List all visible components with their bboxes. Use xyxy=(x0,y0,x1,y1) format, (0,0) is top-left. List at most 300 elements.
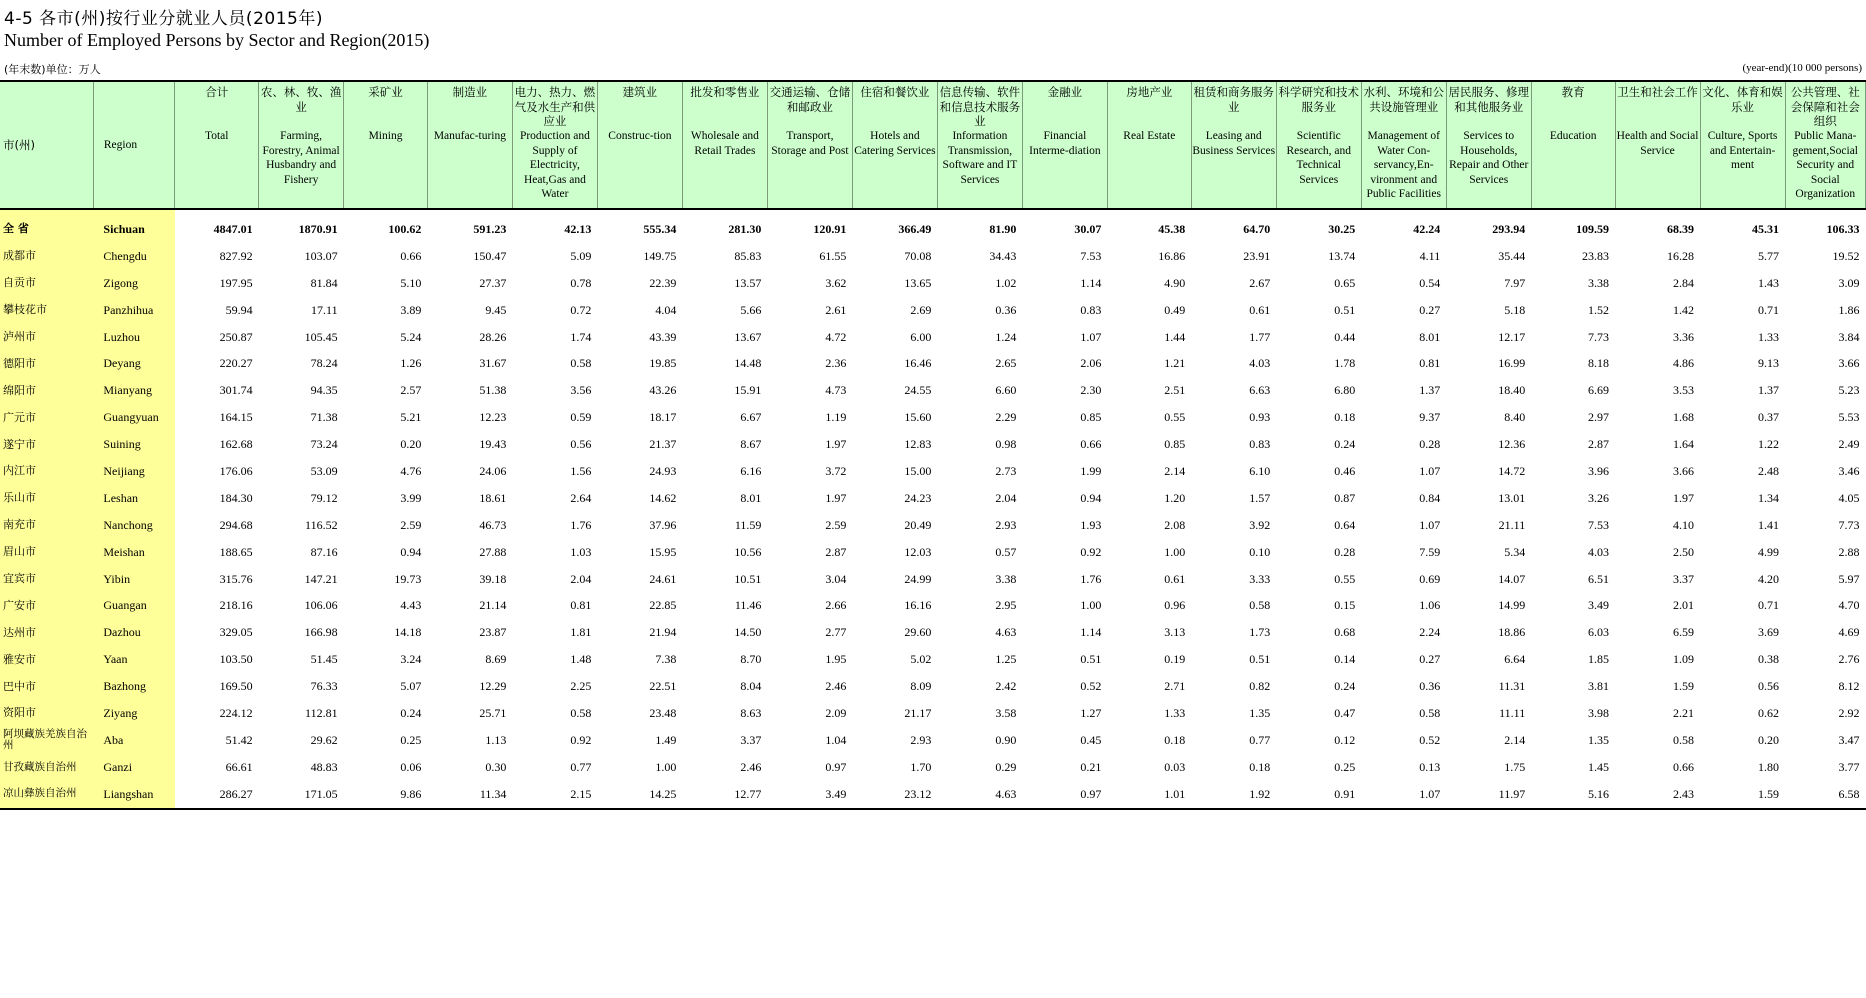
cell-city: 甘孜藏族自治州 xyxy=(0,754,93,781)
cell-value: 171.05 xyxy=(259,781,344,809)
cell-value: 85.83 xyxy=(734,248,762,263)
header-region: Region xyxy=(93,81,174,209)
cell-value: 6.00 xyxy=(910,329,932,344)
cell-value: 2.76 xyxy=(1838,652,1860,667)
cell-region: Meishan xyxy=(93,539,174,566)
cell-value: 6.59 xyxy=(1673,625,1695,640)
cell-value: 18.86 xyxy=(1498,625,1526,640)
cell-value: 0.85 xyxy=(1080,410,1102,425)
unit-label-en: (year-end)(10 000 persons) xyxy=(1742,62,1862,74)
cell-value: 3.37 xyxy=(740,732,762,747)
cell-value: 1.77 xyxy=(1249,329,1271,344)
cell-value: 1.14 xyxy=(1080,275,1102,290)
cell-value: 8.40 xyxy=(1504,410,1526,425)
cell-value: 2.67 xyxy=(1249,275,1271,290)
cell-region: Deyang xyxy=(93,350,174,377)
cell-value: 2.59 xyxy=(825,517,847,532)
cell-value: 51.45 xyxy=(310,652,338,667)
cell-value: 29.60 xyxy=(904,625,932,640)
cell-value: 147.21 xyxy=(304,571,338,586)
cell-region: Guangyuan xyxy=(93,404,174,431)
cell-value: 1.07 xyxy=(1419,463,1441,478)
table-row xyxy=(0,539,1866,566)
cell-value: 13.65 xyxy=(904,275,932,290)
cell-value: 0.61 xyxy=(1249,302,1271,317)
cell-value: 0.94 xyxy=(1080,490,1102,505)
cell-value: 8.63 xyxy=(740,705,762,720)
table-row xyxy=(0,243,1866,270)
cell-value: 0.82 xyxy=(1249,679,1271,694)
table-row xyxy=(0,700,1866,727)
cell-value: 1.45 xyxy=(1588,759,1610,774)
cell-value: 6.10 xyxy=(1249,463,1271,478)
header-col-cn: 制造业 xyxy=(452,85,488,99)
cell-value: 1.93 xyxy=(1080,517,1102,532)
cell-value: 6.03 xyxy=(1588,625,1610,640)
cell-value: 0.92 xyxy=(570,732,592,747)
cell-value: 0.94 xyxy=(400,544,422,559)
cell-value: 0.27 xyxy=(1419,652,1441,667)
cell-value: 0.06 xyxy=(400,759,422,774)
cell-value: 45.38 xyxy=(1158,221,1186,236)
cell-value: 5.66 xyxy=(740,302,762,317)
cell-value: 31.67 xyxy=(479,356,507,371)
cell-value: 112.81 xyxy=(305,705,338,720)
cell-value: 1.20 xyxy=(1164,490,1186,505)
cell-value: 0.97 xyxy=(1022,781,1107,809)
cell-value: 14.07 xyxy=(1498,571,1526,586)
cell-city: 广安市 xyxy=(0,592,93,619)
cell-value: 24.23 xyxy=(904,490,932,505)
cell-value: 1.80 xyxy=(1758,759,1780,774)
cell-value: 4.04 xyxy=(655,302,677,317)
cell-value: 17.11 xyxy=(311,302,338,317)
cell-value: 1.48 xyxy=(570,652,592,667)
cell-value: 0.62 xyxy=(1758,705,1780,720)
cell-value: 3.38 xyxy=(1588,275,1610,290)
cell-value: 2.06 xyxy=(1080,356,1102,371)
cell-value: 5.97 xyxy=(1838,571,1860,586)
cell-value: 2.09 xyxy=(825,705,847,720)
header-col-9 xyxy=(852,81,937,209)
cell-value: 16.16 xyxy=(904,598,932,613)
cell-value: 6.60 xyxy=(995,383,1017,398)
cell-value: 9.37 xyxy=(1419,410,1441,425)
cell-value: 105.45 xyxy=(304,329,338,344)
cell-value: 0.58 xyxy=(570,705,592,720)
table-row xyxy=(0,458,1866,485)
header-col-15 xyxy=(1361,81,1446,209)
cell-value: 3.49 xyxy=(1588,598,1610,613)
cell-value: 14.18 xyxy=(394,625,422,640)
cell-value: 8.69 xyxy=(485,652,507,667)
cell-value: 2.69 xyxy=(910,302,932,317)
cell-value: 4.70 xyxy=(1838,598,1860,613)
cell-value: 1.07 xyxy=(1080,329,1102,344)
header-city: 市(州) xyxy=(0,81,93,209)
cell-city: 南充市 xyxy=(0,512,93,539)
cell-value: 3.84 xyxy=(1838,329,1860,344)
cell-value: 30.07 xyxy=(1074,221,1102,236)
cell-value: 11.34 xyxy=(427,781,512,809)
cell-value: 1.00 xyxy=(655,759,677,774)
cell-value: 23.91 xyxy=(1243,248,1271,263)
cell-value: 2.08 xyxy=(1164,517,1186,532)
cell-value: 2.87 xyxy=(825,544,847,559)
table-row xyxy=(0,297,1866,324)
header-col-4 xyxy=(427,81,512,209)
cell-value: 23.12 xyxy=(852,781,937,809)
cell-value: 4.86 xyxy=(1673,356,1695,371)
cell-value: 0.59 xyxy=(570,410,592,425)
cell-value: 8.04 xyxy=(740,679,762,694)
header-row xyxy=(0,81,1866,209)
cell-value: 42.24 xyxy=(1413,221,1441,236)
cell-value: 87.16 xyxy=(310,544,338,559)
cell-region: Leshan xyxy=(93,485,174,512)
cell-value: 2.66 xyxy=(825,598,847,613)
cell-value: 2.65 xyxy=(995,356,1017,371)
cell-value: 19.43 xyxy=(479,437,507,452)
cell-value: 1.44 xyxy=(1164,329,1186,344)
cell-value: 166.98 xyxy=(304,625,338,640)
cell-value: 6.80 xyxy=(1334,383,1356,398)
cell-value: 0.90 xyxy=(995,732,1017,747)
cell-region: Nanchong xyxy=(93,512,174,539)
cell-value: 3.38 xyxy=(995,571,1017,586)
cell-city: 自贡市 xyxy=(0,270,93,297)
cell-value: 301.74 xyxy=(219,383,253,398)
cell-value: 4.05 xyxy=(1838,490,1860,505)
cell-value: 2.92 xyxy=(1838,705,1860,720)
cell-value: 2.36 xyxy=(825,356,847,371)
table-row xyxy=(0,781,1866,809)
cell-value: 15.95 xyxy=(649,544,677,559)
cell-value: 1.49 xyxy=(655,732,677,747)
cell-value: 3.46 xyxy=(1838,463,1860,478)
header-col-cn: 居民服务、修理和其他服务业 xyxy=(1448,85,1529,114)
cell-value: 24.93 xyxy=(649,463,677,478)
header-col-en: Leasing and Business Services xyxy=(1192,130,1276,157)
cell-value: 2.04 xyxy=(570,571,592,586)
cell-value: 1.34 xyxy=(1758,490,1780,505)
cell-value: 4.69 xyxy=(1838,625,1860,640)
cell-value: 13.01 xyxy=(1498,490,1526,505)
cell-value: 7.73 xyxy=(1588,329,1610,344)
cell-value: 0.37 xyxy=(1758,410,1780,425)
cell-value: 5.34 xyxy=(1504,544,1526,559)
cell-value: 46.73 xyxy=(479,517,507,532)
cell-value: 4.63 xyxy=(937,781,1022,809)
cell-value: 3.49 xyxy=(767,781,852,809)
cell-value: 176.06 xyxy=(219,463,253,478)
cell-value: 0.18 xyxy=(1164,732,1186,747)
header-col-en: Real Estate xyxy=(1123,130,1176,142)
cell-value: 1.57 xyxy=(1249,490,1271,505)
cell-value: 0.19 xyxy=(1164,652,1186,667)
cell-value: 34.43 xyxy=(989,248,1017,263)
cell-value: 103.07 xyxy=(304,248,338,263)
cell-value: 1.14 xyxy=(1080,625,1102,640)
cell-value: 103.50 xyxy=(219,652,253,667)
cell-value: 43.26 xyxy=(649,383,677,398)
cell-value: 5.53 xyxy=(1838,410,1860,425)
cell-value: 48.83 xyxy=(310,759,338,774)
cell-value: 1.73 xyxy=(1249,625,1271,640)
cell-value: 3.04 xyxy=(825,571,847,586)
cell-value: 21.11 xyxy=(1498,517,1526,532)
cell-value: 24.99 xyxy=(904,571,932,586)
cell-value: 6.58 xyxy=(1785,781,1865,809)
cell-value: 22.85 xyxy=(649,598,677,613)
cell-region: Suining xyxy=(93,431,174,458)
header-col-en: Information Transmission, Software and IT Services xyxy=(942,130,1018,186)
cell-value: 1.42 xyxy=(1673,302,1695,317)
cell-value: 8.12 xyxy=(1838,679,1860,694)
header-col-10 xyxy=(937,81,1022,209)
cell-value: 15.91 xyxy=(734,383,762,398)
cell-value: 70.08 xyxy=(904,248,932,263)
cell-value: 6.64 xyxy=(1504,652,1526,667)
cell-value: 7.97 xyxy=(1504,275,1526,290)
header-col-cn: 卫生和社会工作 xyxy=(1617,85,1698,99)
cell-value: 7.59 xyxy=(1419,544,1441,559)
cell-value: 0.81 xyxy=(570,598,592,613)
cell-value: 0.85 xyxy=(1164,437,1186,452)
cell-value: 281.30 xyxy=(728,221,762,236)
cell-value: 4.73 xyxy=(825,383,847,398)
cell-value: 28.26 xyxy=(479,329,507,344)
cell-value: 0.66 xyxy=(400,248,422,263)
cell-value: 2.48 xyxy=(1758,463,1780,478)
table-header xyxy=(0,81,1866,209)
cell-value: 0.61 xyxy=(1164,571,1186,586)
cell-value: 120.91 xyxy=(813,221,847,236)
cell-value: 1.68 xyxy=(1673,410,1695,425)
cell-value: 2.71 xyxy=(1164,679,1186,694)
header-col-cn: 租赁和商务服务业 xyxy=(1193,85,1274,114)
cell-value: 5.02 xyxy=(910,652,932,667)
cell-city: 资阳市 xyxy=(0,700,93,727)
cell-region: Sichuan xyxy=(93,216,174,243)
cell-value: 21.37 xyxy=(649,437,677,452)
cell-value: 1.99 xyxy=(1080,463,1102,478)
header-col-cn: 交通运输、仓储和邮政业 xyxy=(769,85,851,114)
cell-region: Luzhou xyxy=(93,324,174,351)
header-col-cn: 科学研究和技术服务业 xyxy=(1278,85,1359,114)
cell-value: 5.10 xyxy=(400,275,422,290)
header-col-5 xyxy=(512,81,597,209)
cell-value: 2.29 xyxy=(995,410,1017,425)
cell-value: 1.95 xyxy=(825,652,847,667)
cell-value: 1.21 xyxy=(1164,356,1186,371)
cell-value: 6.63 xyxy=(1249,383,1271,398)
cell-value: 1.64 xyxy=(1673,437,1695,452)
cell-value: 3.89 xyxy=(400,302,422,317)
cell-value: 4.90 xyxy=(1164,275,1186,290)
header-col-cn: 信息传输、软件和信息技术服务业 xyxy=(939,85,1021,128)
cell-value: 0.28 xyxy=(1419,437,1441,452)
cell-value: 51.42 xyxy=(225,732,253,747)
cell-value: 555.34 xyxy=(643,221,677,236)
cell-value: 169.50 xyxy=(219,679,253,694)
cell-region: Yibin xyxy=(93,566,174,593)
cell-city: 雅安市 xyxy=(0,646,93,673)
cell-value: 3.47 xyxy=(1838,732,1860,747)
cell-value: 59.94 xyxy=(225,302,253,317)
cell-value: 3.24 xyxy=(400,652,422,667)
cell-value: 1.24 xyxy=(995,329,1017,344)
cell-value: 1.33 xyxy=(1164,705,1186,720)
header-col-13 xyxy=(1191,81,1276,209)
cell-value: 14.25 xyxy=(597,781,682,809)
cell-value: 0.54 xyxy=(1419,275,1441,290)
cell-value: 23.48 xyxy=(649,705,677,720)
table-row xyxy=(0,512,1866,539)
cell-value: 18.17 xyxy=(649,410,677,425)
cell-value: 0.51 xyxy=(1334,302,1356,317)
cell-value: 8.09 xyxy=(910,679,932,694)
cell-region: Panzhihua xyxy=(93,297,174,324)
cell-value: 162.68 xyxy=(219,437,253,452)
cell-value: 2.51 xyxy=(1164,383,1186,398)
cell-value: 35.44 xyxy=(1498,248,1526,263)
header-col-cn: 房地产业 xyxy=(1126,85,1173,99)
table-row xyxy=(0,592,1866,619)
cell-value: 4.03 xyxy=(1588,544,1610,559)
cell-value: 2.84 xyxy=(1673,275,1695,290)
cell-value: 12.17 xyxy=(1498,329,1526,344)
cell-value: 15.00 xyxy=(904,463,932,478)
cell-region: Mianyang xyxy=(93,377,174,404)
cell-value: 2.93 xyxy=(910,732,932,747)
header-col-en: Management of Water Con-servancy,En-vironment and Public Facilities xyxy=(1366,130,1441,200)
cell-city: 全 省 xyxy=(0,216,93,243)
cell-value: 5.77 xyxy=(1758,248,1780,263)
cell-value: 16.28 xyxy=(1667,248,1695,263)
cell-value: 1.74 xyxy=(570,329,592,344)
cell-value: 64.70 xyxy=(1243,221,1271,236)
cell-value: 0.13 xyxy=(1419,759,1441,774)
cell-value: 188.65 xyxy=(219,544,253,559)
table-row xyxy=(0,619,1866,646)
cell-value: 15.60 xyxy=(904,410,932,425)
cell-value: 2.50 xyxy=(1673,544,1695,559)
cell-value: 0.30 xyxy=(485,759,507,774)
cell-city: 攀枝花市 xyxy=(0,297,93,324)
cell-value: 1.76 xyxy=(570,517,592,532)
table-row xyxy=(0,431,1866,458)
cell-value: 37.96 xyxy=(649,517,677,532)
cell-value: 4.72 xyxy=(825,329,847,344)
cell-value: 16.46 xyxy=(904,356,932,371)
cell-value: 0.45 xyxy=(1080,732,1102,747)
cell-value: 3.96 xyxy=(1588,463,1610,478)
cell-value: 12.23 xyxy=(479,410,507,425)
cell-value: 3.72 xyxy=(825,463,847,478)
employment-table xyxy=(0,80,1866,810)
header-col-17 xyxy=(1531,81,1615,209)
cell-value: 0.52 xyxy=(1080,679,1102,694)
cell-value: 0.27 xyxy=(1419,302,1441,317)
cell-value: 2.46 xyxy=(825,679,847,694)
cell-value: 315.76 xyxy=(219,571,253,586)
cell-value: 0.51 xyxy=(1080,652,1102,667)
header-col-12 xyxy=(1107,81,1191,209)
cell-value: 3.26 xyxy=(1588,490,1610,505)
cell-value: 9.45 xyxy=(485,302,507,317)
cell-value: 0.25 xyxy=(1334,759,1356,774)
cell-value: 4.10 xyxy=(1673,517,1695,532)
cell-region: Dazhou xyxy=(93,619,174,646)
cell-value: 1.09 xyxy=(1673,652,1695,667)
header-col-en: Manufac-turing xyxy=(433,130,506,142)
cell-value: 0.49 xyxy=(1164,302,1186,317)
cell-value: 1.97 xyxy=(825,490,847,505)
cell-value: 1.86 xyxy=(1838,302,1860,317)
cell-value: 0.18 xyxy=(1334,410,1356,425)
cell-value: 6.69 xyxy=(1588,383,1610,398)
cell-value: 3.77 xyxy=(1838,759,1860,774)
cell-value: 0.20 xyxy=(400,437,422,452)
cell-value: 0.36 xyxy=(1419,679,1441,694)
header-col-cn: 电力、热力、燃气及水生产和供应业 xyxy=(514,85,596,128)
cell-value: 11.97 xyxy=(1446,781,1531,809)
cell-value: 8.67 xyxy=(740,437,762,452)
cell-value: 4.11 xyxy=(1419,248,1441,263)
cell-value: 0.83 xyxy=(1249,437,1271,452)
cell-value: 1.13 xyxy=(485,732,507,747)
cell-value: 1.43 xyxy=(1758,275,1780,290)
cell-region: Neijiang xyxy=(93,458,174,485)
cell-value: 218.16 xyxy=(219,598,253,613)
cell-value: 827.92 xyxy=(219,248,253,263)
cell-value: 3.33 xyxy=(1249,571,1271,586)
cell-value: 8.01 xyxy=(1419,329,1441,344)
cell-value: 12.29 xyxy=(479,679,507,694)
cell-value: 68.39 xyxy=(1667,221,1695,236)
cell-value: 0.69 xyxy=(1419,571,1441,586)
cell-value: 0.58 xyxy=(570,356,592,371)
header-col-en: Wholesale and Retail Trades xyxy=(690,130,759,157)
header-col-11 xyxy=(1022,81,1107,209)
cell-value: 0.66 xyxy=(1080,437,1102,452)
cell-value: 14.50 xyxy=(734,625,762,640)
cell-value: 116.52 xyxy=(305,517,338,532)
cell-value: 0.71 xyxy=(1758,302,1780,317)
cell-city: 内江市 xyxy=(0,458,93,485)
cell-value: 3.81 xyxy=(1588,679,1610,694)
cell-value: 2.30 xyxy=(1080,383,1102,398)
cell-region: Chengdu xyxy=(93,243,174,270)
cell-region: Aba xyxy=(93,727,174,754)
cell-value: 5.21 xyxy=(400,410,422,425)
cell-value: 2.21 xyxy=(1673,705,1695,720)
cell-city: 巴中市 xyxy=(0,673,93,700)
cell-city: 宜宾市 xyxy=(0,566,93,593)
cell-value: 25.71 xyxy=(479,705,507,720)
cell-value: 19.73 xyxy=(394,571,422,586)
table-body xyxy=(0,209,1866,809)
cell-value: 1.25 xyxy=(995,652,1017,667)
cell-value: 1.02 xyxy=(995,275,1017,290)
table-row xyxy=(0,673,1866,700)
cell-city: 泸州市 xyxy=(0,324,93,351)
cell-value: 0.71 xyxy=(1758,598,1780,613)
cell-value: 5.16 xyxy=(1531,781,1615,809)
cell-value: 12.77 xyxy=(682,781,767,809)
cell-value: 2.77 xyxy=(825,625,847,640)
